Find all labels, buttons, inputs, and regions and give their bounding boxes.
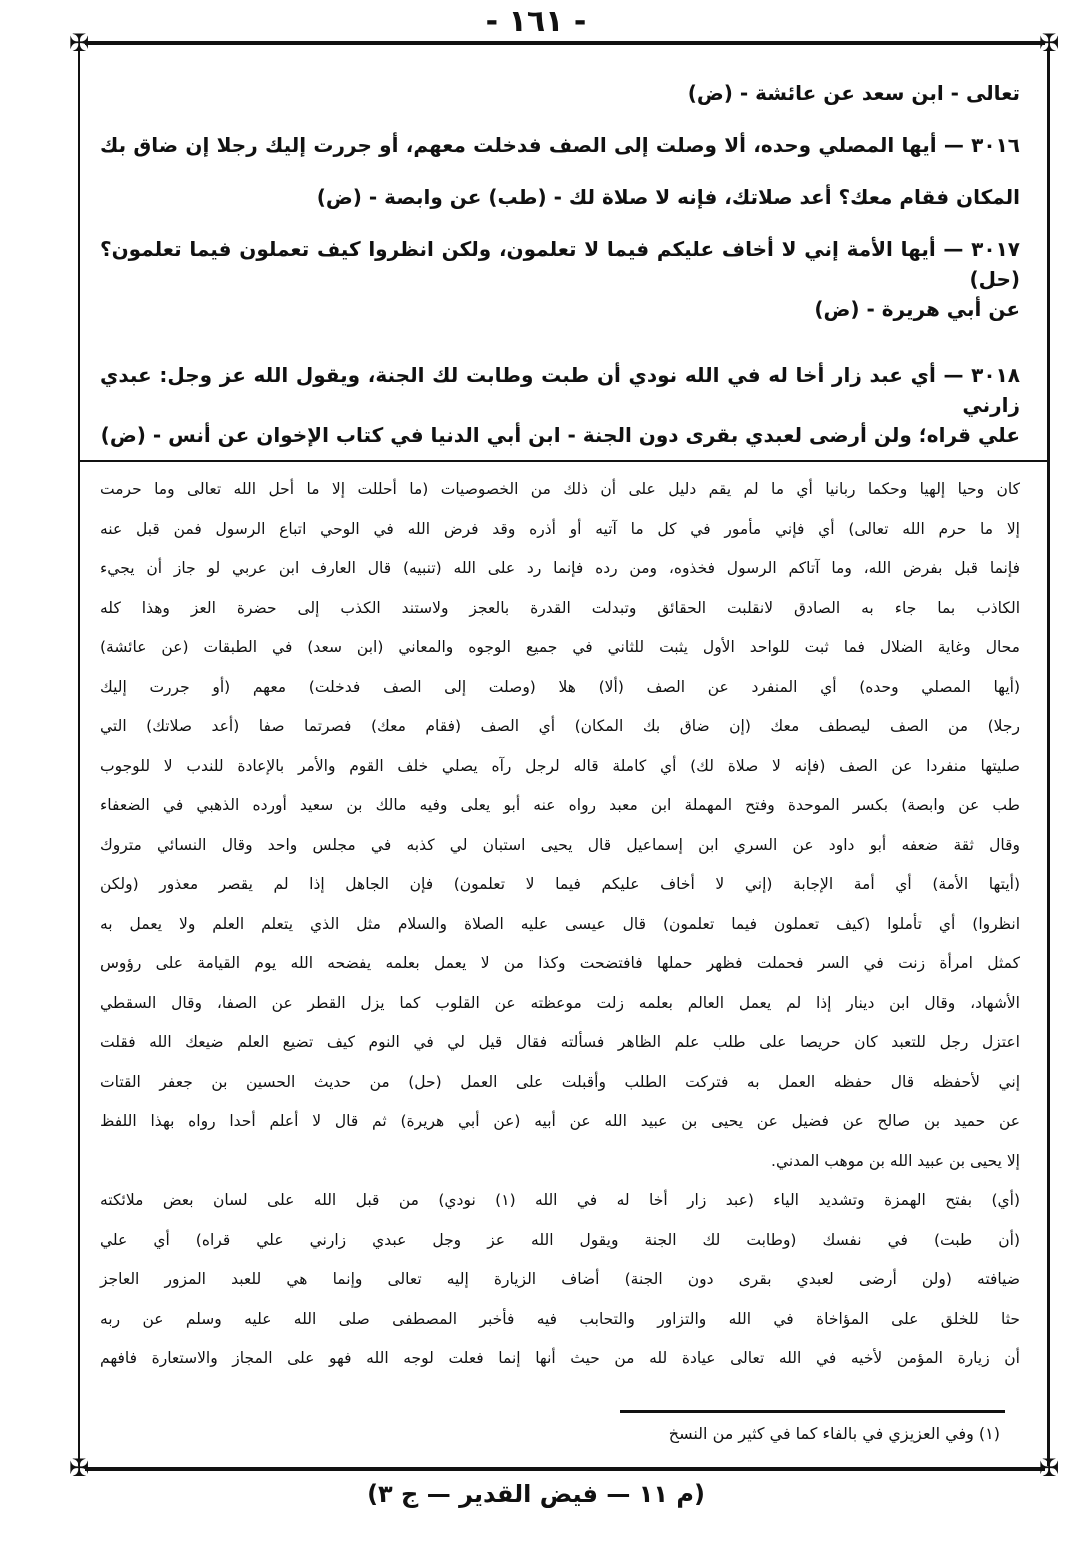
commentary-line: فإنما قبل بفرض الله، وما آتاكم الرسول فخذوه، ومن رده فإنما رد على الله (تنبيه) قال العارف ابن عربي لو جاز أن يجيء <box>100 559 1020 577</box>
corner-ornament-icon: ✠ <box>1038 29 1060 57</box>
commentary-line: (أيها المصلي وحده) أي المنفرد عن الصف (ألا) هلا (وصلت إلى الصف فدخلت) معهم (أو جررت إليك <box>100 677 1020 696</box>
footnote: (١) وفي العزيزي في بالفاء كما في كثير من النسخ <box>668 1424 1000 1443</box>
hadith-block <box>100 78 1020 450</box>
hadith-text-line: ٣٠١٨ — أي عبد زار أخا له في الله نودي أن طبت وطابت لك الجنة، ويقول الله عز وجل: عبدي زارني <box>100 363 1020 417</box>
commentary-line: صليتها منفردا عن الصف (فإنه لا صلاة لك) أي كاملة قاله لرجل رآه يصلي خلف القوم والأمر بالإعادة للندب لا للوجوب <box>100 756 1020 775</box>
commentary-line: (أن طبت) في نفسك (وطابت لك الجنة ويقول الله عز وجل عبدي زارني علي قراه) أي علي <box>100 1230 1020 1249</box>
commentary-line: إلا ما حرم الله تعالى) أي فإني مأمور في كل ما آتيه أو أذره وقد فرض الله في الوحي اتباع الرسول فمن قبل عنه <box>100 519 1020 538</box>
commentary-line: اعتزل رجل للتعبد كان حريصا على طلب علم الظاهر فسألته فقال قيل لي في النوم كيف تضيع العلم ضيعك الله فقلت <box>100 1033 1020 1051</box>
commentary-line: إلا يحيى بن عبيد الله بن موهب المدني. <box>771 1151 1020 1170</box>
bottom-border <box>85 1467 1045 1471</box>
page-number: - ١٦١ - <box>485 4 587 39</box>
corner-ornament-icon: ✠ <box>68 1454 90 1482</box>
top-border <box>85 41 1045 45</box>
commentary-line: كمثل امرأة زنت في السر فحملت فظهر حملها فافتضحت وكذا من لا يعمل بعلمه يفضحه الله يوم القيامة على رؤوس <box>100 954 1020 972</box>
footnote-separator <box>620 1410 1005 1413</box>
commentary-line: انظروا) أي تأملوا (كيف تعملون فيما تعلمون) قال عيسى عليه الصلاة والسلام مثل الذي يتعلم العلم ولا يعمل به <box>100 914 1020 933</box>
commentary-line: عن حميد بن صالح عن فضيل عن يحيى بن عبيد الله عن أبيه (عن أبي هريرة) ثم قال لا أعلم أحدا رواه بهذا اللفظ <box>100 1112 1020 1130</box>
hadith-text-line: علي قراه؛ ولن أرضى لعبدي بقرى دون الجنة - ابن أبي الدنيا في كتاب الإخوان عن أنس - (ض) <box>100 423 1020 447</box>
hadith-text-line: تعالى - ابن سعد عن عائشة - (ض) <box>687 81 1020 105</box>
right-border <box>1047 48 1050 1466</box>
commentary-line: الكاذب بما جاء به الصادق لانقلبت الحقائق وتبدلت القدرة بالعجز ولاستند الكذب إلى حضرة العز وهذا كله <box>100 598 1020 617</box>
commentary-block <box>100 470 1020 1379</box>
hadith-text-line: المكان فقام معك؟ أعد صلاتك، فإنه لا صلاة لك - (طب) عن وابصة - (ض) <box>316 185 1020 209</box>
commentary-line: طب عن وابصة) بكسر الموحدة وفتح المهملة ابن معبد رواه عنه أبو يعلى وفيه مالك بن سعيد أورده الذهبي في الضعفاء <box>100 796 1020 814</box>
hadith-text-line: عن أبي هريرة - (ض) <box>814 297 1020 321</box>
commentary-line: رجلا) من الصف ليصطف معك (إن ضاق بك المكان) أي الصف (فقام معك) فصرتما صفا (أعد صلاتك) التي <box>100 717 1020 735</box>
commentary-line: ضيافته (ولن أرضى لعبدي بقرى دون الجنة) أضاف الزيارة إليه تعالى وإنما هي للعبد المزور العاجز <box>100 1270 1020 1288</box>
corner-ornament-icon: ✠ <box>68 29 90 57</box>
page-footer: (م ١١ — فيض القدير — ج ٣) <box>367 1480 705 1508</box>
left-border <box>78 48 80 1466</box>
commentary-line: (أيتها الأمة) أي أمة الإجابة (إني لا أخاف عليكم فيما لا تعلمون) فإن الجاهل إذا لم يقصر معذور (ولكن <box>100 875 1020 893</box>
commentary-line: كان وحيا إلهيا وحكما ربانيا أي ما لم يقم دليل على أن ذلك من الخصوصيات (ما أحللت إلا ما أحل الله تعالى وما حرمت <box>100 480 1020 498</box>
hadith-text-line: ٣٠١٧ — أيها الأمة إني لا أخاف عليكم فيما لا تعلمون، ولكن انظروا كيف تعملون فيما تعلمون؟ (حل) <box>100 237 1020 291</box>
commentary-line: إني لأحفظه قال حفظه العمل به فتركت الطلب وأقبلت على العمل (حل) من حديث الحسين بن جعفر القتات <box>100 1072 1020 1091</box>
section-divider <box>80 460 1048 462</box>
commentary-line: وقال ثقة ضعفه أبو داود عن السري ابن إسماعيل قال يحيى استبان لي كذبه في مجلس واحد وقال النسائي متروك <box>100 835 1020 854</box>
commentary-line: محال وغاية الضلال فما ثبت للواحد الأول يثبت للثاني في جميع الوجوه والمعاني (ابن سعد) في الطبقات (عن عائشة) <box>100 638 1020 656</box>
commentary-line: أن زيارة المؤمن لأخيه في الله تعالى عيادة لله من حيث أنها إنما فعلت لوجه الله فهو على المجاز والاستعارة فافهم <box>100 1349 1020 1367</box>
corner-ornament-icon: ✠ <box>1038 1454 1060 1482</box>
commentary-line: الأشهاد، وقال ابن دينار إذا لم يعمل العالم بعلمه زلت موعظته عن القلوب كما يزل القطر عن الصفا، وقال السقطي <box>100 993 1020 1012</box>
commentary-line: حثا للخلق على المؤاخاة في الله والتزاور والتحابب فيه فأخبر المصطفى صلى الله عليه وسلم عن ربه <box>100 1309 1020 1328</box>
commentary-line: (أي) بفتح الهمزة وتشديد الياء (عبد زار أخا له في الله (١) نودي) من قبل الله على لسان بعض ملائكته <box>100 1191 1020 1209</box>
hadith-text-line: ٣٠١٦ — أيها المصلي وحده، ألا وصلت إلى الصف فدخلت معهم، أو جررت إليك رجلا إن ضاق بك <box>100 133 1020 157</box>
